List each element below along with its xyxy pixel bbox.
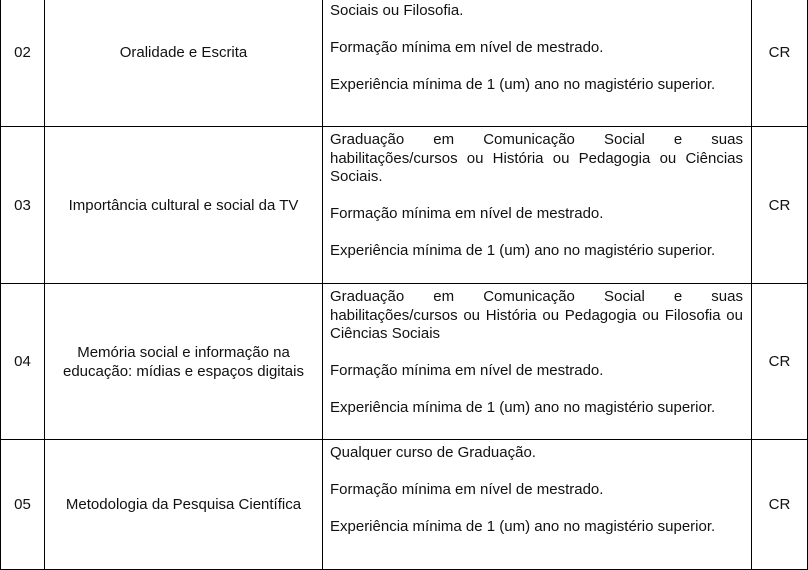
- requirement-text: Qualquer curso de Graduação.: [330, 444, 536, 461]
- table-row: [0, 440, 808, 570]
- requirements-cell: [322, 284, 751, 439]
- row-number: 02: [0, 0, 44, 126]
- requirements-cell: [322, 127, 751, 283]
- requirement-text: Formação mínima em nível de mestrado.: [330, 38, 604, 56]
- table-row: [0, 284, 808, 440]
- requirement-text: Graduação em Comunicação Social e suas habilitações/cursos ou História ou Pedagogia ou Ciências Sociais.: [330, 131, 743, 185]
- row-number: 03: [0, 127, 44, 283]
- cr-cell: CR: [751, 0, 808, 126]
- cr-cell: CR: [751, 440, 808, 569]
- requirement-text: Experiência mínima de 1 (um) ano no magistério superior.: [330, 75, 716, 93]
- course-title: Oralidade e Escrita: [44, 0, 322, 126]
- course-title: Importância cultural e social da TV: [44, 127, 322, 283]
- requirements-cell: [322, 0, 751, 126]
- table-row: [0, 0, 808, 127]
- cr-cell: CR: [751, 127, 808, 283]
- requirement-text: Formação mínima em nível de mestrado.: [330, 205, 604, 222]
- row-number: 04: [0, 284, 44, 439]
- requirement-text: Graduação em Comunicação Social e suas habilitações/cursos ou História ou Pedagogia ou Filosofia ou Ciências Sociais: [330, 288, 743, 342]
- cr-cell: CR: [751, 284, 808, 439]
- table-row: [0, 127, 808, 284]
- course-title: Metodologia da Pesquisa Científica: [44, 440, 322, 569]
- requirement-text: Experiência mínima de 1 (um) ano no magistério superior.: [330, 399, 716, 416]
- course-title: Memória social e informação na educação: mídias e espaços digitais: [44, 284, 322, 439]
- requirement-text: Experiência mínima de 1 (um) ano no magistério superior.: [330, 518, 716, 535]
- requirement-text: Formação mínima em nível de mestrado.: [330, 481, 604, 498]
- requirement-text: Formação mínima em nível de mestrado.: [330, 362, 604, 379]
- requirement-text: Experiência mínima de 1 (um) ano no magistério superior.: [330, 242, 716, 259]
- row-number: 05: [0, 440, 44, 569]
- requirements-cell: [322, 440, 751, 569]
- requirement-text: Sociais ou Filosofia.: [330, 1, 464, 19]
